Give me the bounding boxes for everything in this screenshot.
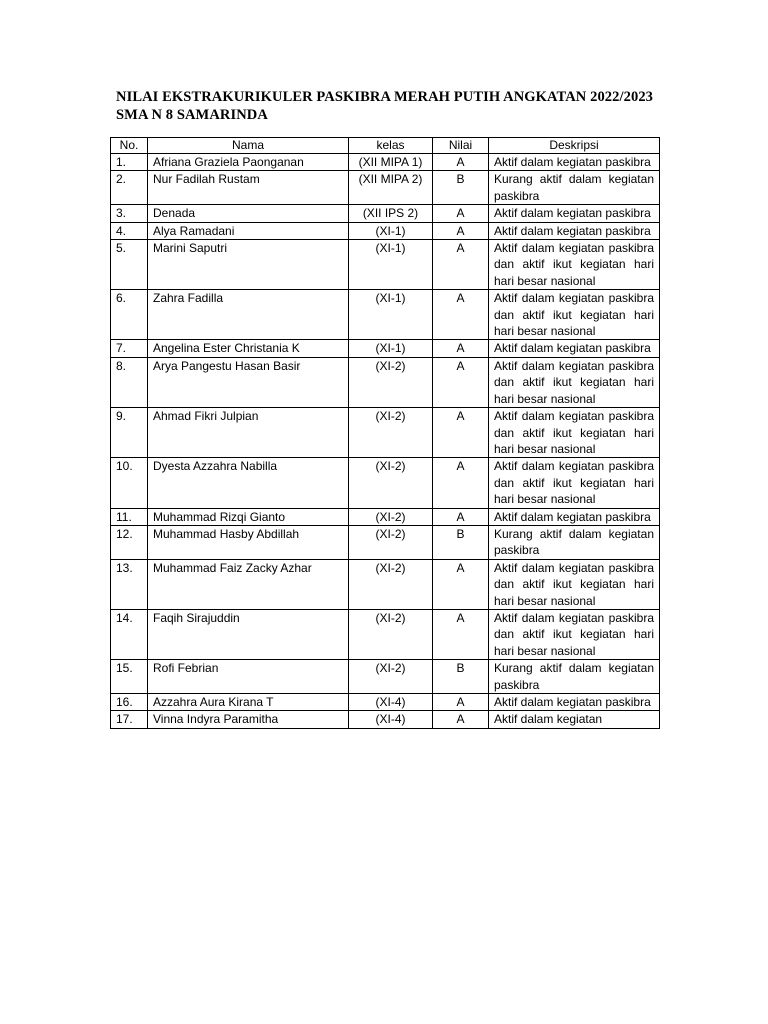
cell-deskripsi: Aktif dalam kegiatan paskibra	[489, 340, 660, 357]
table-row	[111, 711, 660, 728]
header-nama: Nama	[148, 138, 349, 154]
cell-no: 17.	[111, 711, 148, 728]
cell-no: 12.	[111, 525, 148, 559]
cell-kelas: (XI-2)	[349, 508, 433, 525]
table-row	[111, 458, 660, 508]
table-row	[111, 508, 660, 525]
cell-nama: Muhammad Rizqi Gianto	[148, 508, 349, 525]
cell-no: 8.	[111, 357, 148, 407]
cell-nama: Muhammad Faiz Zacky Azhar	[148, 559, 349, 609]
cell-kelas: (XI-1)	[349, 340, 433, 357]
table-row	[111, 660, 660, 694]
cell-kelas: (XI-2)	[349, 525, 433, 559]
cell-kelas: (XI-2)	[349, 357, 433, 407]
cell-nama: Alya Ramadani	[148, 222, 349, 239]
cell-nama: Muhammad Hasby Abdillah	[148, 525, 349, 559]
cell-no: 7.	[111, 340, 148, 357]
grades-table	[110, 137, 660, 729]
cell-deskripsi: Aktif dalam kegiatan paskibra	[489, 508, 660, 525]
cell-deskripsi: Aktif dalam kegiatan paskibra dan aktif ikut kegiatan hari hari besar nasional	[489, 290, 660, 340]
cell-no: 6.	[111, 290, 148, 340]
cell-nama: Rofi Febrian	[148, 660, 349, 694]
cell-kelas: (XI-1)	[349, 222, 433, 239]
cell-kelas: (XI-1)	[349, 240, 433, 290]
cell-no: 3.	[111, 205, 148, 222]
cell-no: 2.	[111, 171, 148, 205]
cell-kelas: (XI-2)	[349, 458, 433, 508]
cell-nilai: A	[433, 694, 489, 711]
cell-nama: Nur Fadilah Rustam	[148, 171, 349, 205]
cell-nilai: A	[433, 609, 489, 659]
page-title	[116, 88, 676, 124]
cell-deskripsi: Aktif dalam kegiatan paskibra dan aktif ikut kegiatan hari hari besar nasional	[489, 609, 660, 659]
cell-no: 15.	[111, 660, 148, 694]
cell-nama: Arya Pangestu Hasan Basir	[148, 357, 349, 407]
cell-nilai: A	[433, 240, 489, 290]
cell-no: 16.	[111, 694, 148, 711]
table-row	[111, 694, 660, 711]
cell-no: 10.	[111, 458, 148, 508]
header-deskripsi: Deskripsi	[489, 138, 660, 154]
table-row	[111, 357, 660, 407]
cell-kelas: (XI-2)	[349, 408, 433, 458]
cell-deskripsi: Kurang aktif dalam kegiatan paskibra	[489, 660, 660, 694]
cell-nama: Azzahra Aura Kirana T	[148, 694, 349, 711]
cell-deskripsi: Aktif dalam kegiatan paskibra dan aktif ikut kegiatan hari hari besar nasional	[489, 240, 660, 290]
cell-deskripsi: Aktif dalam kegiatan paskibra	[489, 694, 660, 711]
table-row	[111, 408, 660, 458]
table-row	[111, 340, 660, 357]
cell-no: 5.	[111, 240, 148, 290]
header-no: No.	[111, 138, 148, 154]
cell-nama: Dyesta Azzahra Nabilla	[148, 458, 349, 508]
cell-deskripsi: Aktif dalam kegiatan paskibra	[489, 154, 660, 171]
cell-kelas: (XI-4)	[349, 711, 433, 728]
cell-nama: Denada	[148, 205, 349, 222]
cell-nama: Zahra Fadilla	[148, 290, 349, 340]
cell-deskripsi: Aktif dalam kegiatan paskibra dan aktif ikut kegiatan hari hari besar nasional	[489, 559, 660, 609]
cell-deskripsi: Aktif dalam kegiatan paskibra dan aktif ikut kegiatan hari hari besar nasional	[489, 458, 660, 508]
cell-kelas: (XII MIPA 1)	[349, 154, 433, 171]
cell-no: 4.	[111, 222, 148, 239]
cell-nilai: A	[433, 508, 489, 525]
table-row	[111, 609, 660, 659]
cell-nilai: A	[433, 154, 489, 171]
cell-deskripsi: Aktif dalam kegiatan paskibra	[489, 222, 660, 239]
cell-nilai: A	[433, 340, 489, 357]
cell-no: 1.	[111, 154, 148, 171]
cell-kelas: (XI-2)	[349, 559, 433, 609]
cell-no: 14.	[111, 609, 148, 659]
title-line-2: SMA N 8 SAMARINDA	[116, 107, 268, 123]
cell-deskripsi: Aktif dalam kegiatan paskibra dan aktif ikut kegiatan hari hari besar nasional	[489, 408, 660, 458]
cell-nama: Faqih Sirajuddin	[148, 609, 349, 659]
cell-no: 11.	[111, 508, 148, 525]
cell-no: 9.	[111, 408, 148, 458]
cell-deskripsi: Aktif dalam kegiatan paskibra dan aktif ikut kegiatan hari hari besar nasional	[489, 357, 660, 407]
table-row	[111, 525, 660, 559]
cell-nilai: A	[433, 408, 489, 458]
cell-deskripsi: Aktif dalam kegiatan paskibra	[489, 205, 660, 222]
cell-nilai: A	[433, 222, 489, 239]
cell-kelas: (XI-1)	[349, 290, 433, 340]
cell-nilai: A	[433, 559, 489, 609]
cell-deskripsi: Aktif dalam kegiatan	[489, 711, 660, 728]
cell-nilai: A	[433, 290, 489, 340]
cell-nilai: B	[433, 171, 489, 205]
cell-nilai: A	[433, 357, 489, 407]
title-line-1: NILAI EKSTRAKURIKULER PASKIBRA MERAH PUTIH ANGKATAN 2022/2023	[116, 89, 654, 105]
cell-nama: Ahmad Fikri Julpian	[148, 408, 349, 458]
cell-nama: Afriana Graziela Paonganan	[148, 154, 349, 171]
cell-kelas: (XII MIPA 2)	[349, 171, 433, 205]
table-row	[111, 559, 660, 609]
cell-nilai: A	[433, 711, 489, 728]
table-row	[111, 154, 660, 171]
cell-deskripsi: Kurang aktif dalam kegiatan paskibra	[489, 525, 660, 559]
cell-deskripsi: Kurang aktif dalam kegiatan paskibra	[489, 171, 660, 205]
table-row	[111, 222, 660, 239]
cell-nilai: A	[433, 205, 489, 222]
table-row	[111, 290, 660, 340]
table-row	[111, 240, 660, 290]
cell-nilai: A	[433, 458, 489, 508]
cell-kelas: (XI-2)	[349, 660, 433, 694]
cell-no: 13.	[111, 559, 148, 609]
cell-nama: Marini Saputri	[148, 240, 349, 290]
cell-nama: Angelina Ester Christania K	[148, 340, 349, 357]
table-row	[111, 205, 660, 222]
header-kelas: kelas	[349, 138, 433, 154]
cell-kelas: (XII IPS 2)	[349, 205, 433, 222]
table-header-row	[111, 138, 660, 154]
cell-nama: Vinna Indyra Paramitha	[148, 711, 349, 728]
cell-nilai: B	[433, 660, 489, 694]
cell-kelas: (XI-4)	[349, 694, 433, 711]
header-nilai: Nilai	[433, 138, 489, 154]
cell-kelas: (XI-2)	[349, 609, 433, 659]
table-row	[111, 171, 660, 205]
cell-nilai: B	[433, 525, 489, 559]
